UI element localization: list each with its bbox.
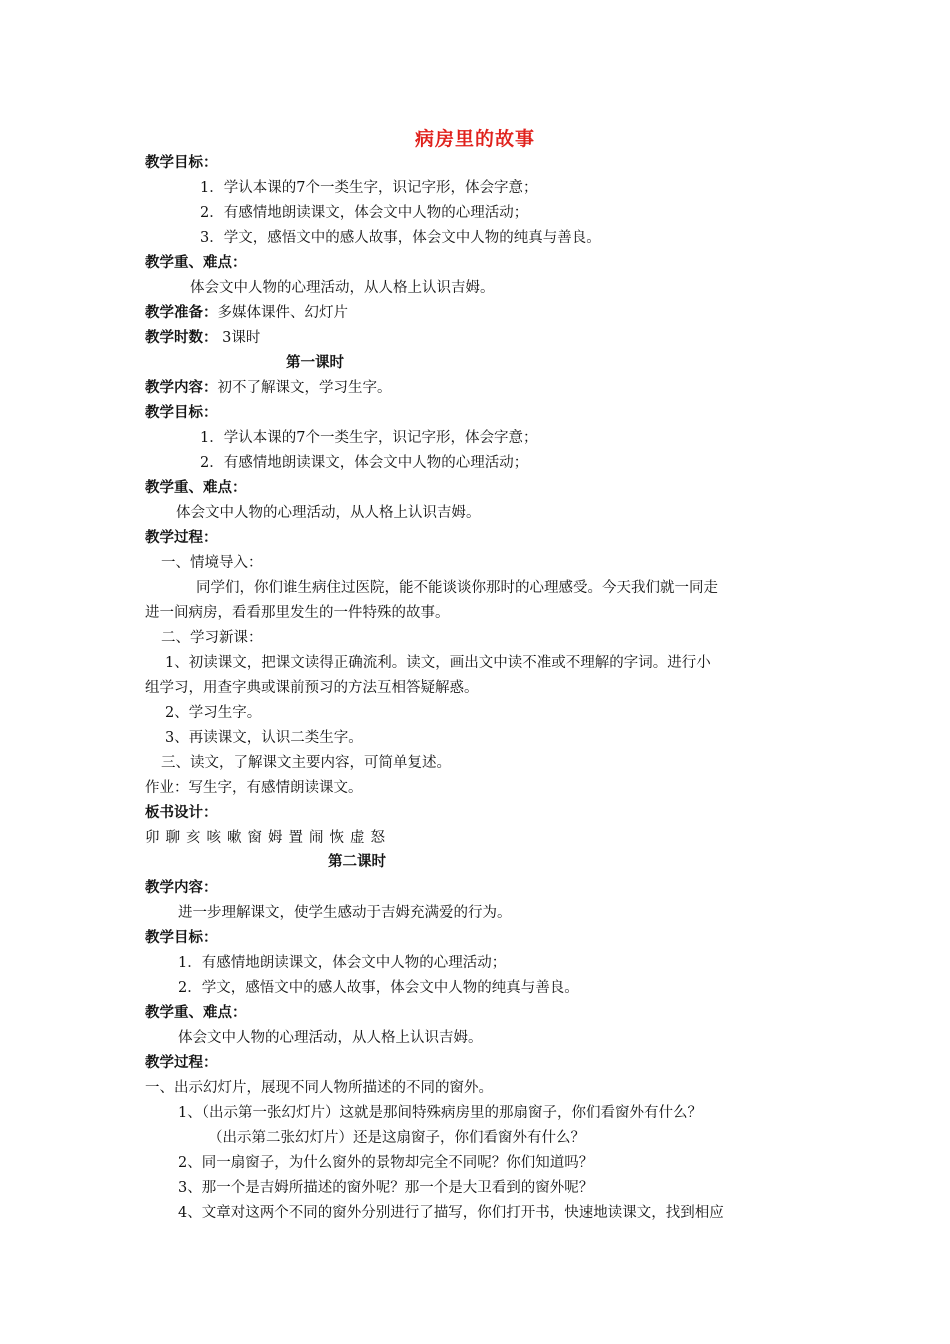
section-heading: 教学过程： xyxy=(145,530,218,546)
text-line: 3、那一个是吉姆所描述的窗外呢？那一个是大卫看到的窗外呢？ xyxy=(178,1180,594,1196)
field-label: 教学准备： xyxy=(145,305,218,321)
section-heading: 板书设计： xyxy=(145,805,218,821)
text-line: 体会文中人物的心理活动，从人格上认识吉姆。 xyxy=(176,505,481,521)
section-heading: 教学重、难点： xyxy=(145,1005,247,1021)
text-line: 同学们，你们谁生病住过医院，能不能谈谈你那时的心理感受。今天我们就一同走 xyxy=(196,580,718,596)
text-line: 作业：写生字，有感情朗读课文。 xyxy=(145,780,363,796)
labeled-line xyxy=(145,328,260,348)
text-line: 2．学文，感悟文中的感人故事，体会文中人物的纯真与善良。 xyxy=(178,980,579,996)
text-line: 二、学习新课： xyxy=(161,630,263,646)
section-heading: 教学过程： xyxy=(145,1055,218,1071)
text-line: 三、读文，了解课文主要内容，可简单复述。 xyxy=(161,755,451,771)
lesson-heading: 第一课时 xyxy=(286,355,344,371)
text-line: 3、再读课文，认识二类生字。 xyxy=(165,730,363,746)
text-line: 一、出示幻灯片，展现不同人物所描述的不同的窗外。 xyxy=(145,1080,493,1096)
document-title: 病房里的故事 xyxy=(414,128,535,150)
field-value: 初不了解课文，学习生字。 xyxy=(217,380,392,396)
text-line: 2．有感情地朗读课文，体会文中人物的心理活动； xyxy=(200,205,529,221)
lesson-heading: 第二课时 xyxy=(328,854,386,870)
text-line: 1、（出示第一张幻灯片）这就是那间特殊病房里的那扇窗子，你们看窗外有什么？ xyxy=(178,1105,702,1121)
text-line: （出示第二张幻灯片）还是这扇窗子，你们看窗外有什么？ xyxy=(208,1130,585,1146)
section-heading: 教学目标： xyxy=(145,405,218,421)
text-line: 1．有感情地朗读课文，体会文中人物的心理活动； xyxy=(178,955,507,971)
section-heading: 教学重、难点： xyxy=(145,480,247,496)
field-value: 3课时 xyxy=(217,330,261,346)
labeled-line xyxy=(145,378,392,398)
text-line: 1．学认本课的7个一类生字，识记字形，体会字意； xyxy=(200,430,538,446)
text-line: 4、文章对这两个不同的窗外分别进行了描写，你们打开书，快速地读课文，找到相应 xyxy=(178,1205,724,1221)
text-line: 体会文中人物的心理活动，从人格上认识吉姆。 xyxy=(178,1030,483,1046)
text-line: 2、学习生字。 xyxy=(165,705,262,721)
section-heading: 教学内容： xyxy=(145,880,218,896)
field-value: 多媒体课件、幻灯片 xyxy=(217,305,348,321)
text-line: 组学习，用查字典或课前预习的方法互相答疑解惑。 xyxy=(145,680,479,696)
text-line: 1、初读课文，把课文读得正确流利。读文，画出文中读不准或不理解的字词。进行小 xyxy=(165,655,711,671)
text-line: 体会文中人物的心理活动，从人格上认识吉姆。 xyxy=(190,280,495,296)
text-line: 进一步理解课文，使学生感动于吉姆充满爱的行为。 xyxy=(178,905,512,921)
field-label: 教学时数： xyxy=(145,330,218,346)
text-line: 3．学文，感悟文中的感人故事，体会文中人物的纯真与善良。 xyxy=(200,230,601,246)
section-heading: 教学目标： xyxy=(145,930,218,946)
text-line: 2、同一扇窗子，为什么窗外的景物却完全不同呢？你们知道吗？ xyxy=(178,1155,594,1171)
labeled-line xyxy=(145,303,348,323)
text-line: 进一间病房，看看那里发生的一件特殊的故事。 xyxy=(145,605,450,621)
text-line: 一、情境导入： xyxy=(161,555,263,571)
text-line: 1．学认本课的7个一类生字，识记字形，体会字意； xyxy=(200,180,538,196)
character-list: 卯聊亥咳嗽窗姆置闹恢虚怒 xyxy=(145,830,391,846)
section-heading: 教学目标： xyxy=(145,155,218,171)
section-heading: 教学重、难点： xyxy=(145,255,247,271)
text-line: 2．有感情地朗读课文，体会文中人物的心理活动； xyxy=(200,455,529,471)
field-label: 教学内容： xyxy=(145,380,218,396)
